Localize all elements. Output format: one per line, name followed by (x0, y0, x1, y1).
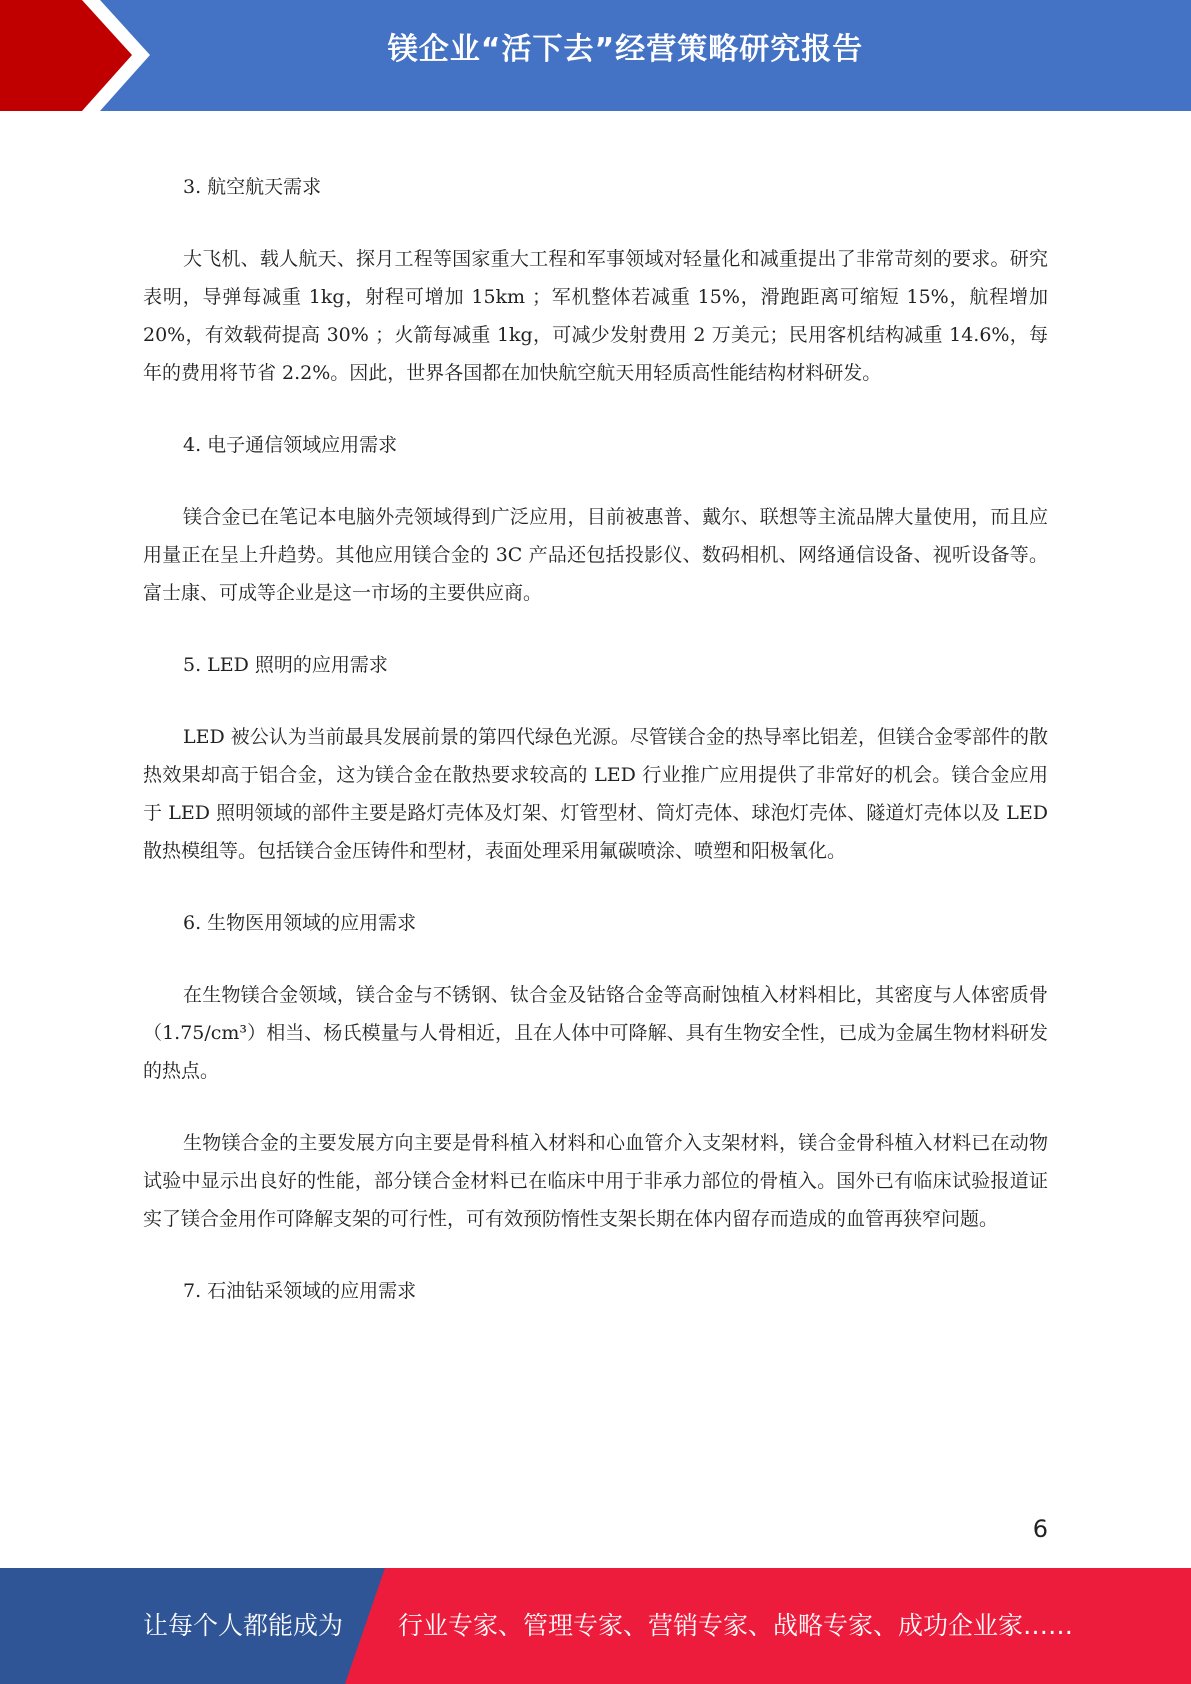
page-footer (0, 1568, 1191, 1684)
document-body (143, 168, 1048, 1344)
section-heading-led: 5. LED 照明的应用需求 (183, 654, 388, 676)
page-number: 6 (1032, 1515, 1048, 1543)
paragraph-electronics: 镁合金已在笔记本电脑外壳领域得到广泛应用，目前被惠普、戴尔、联想等主流品牌大量使用，而且应用量正在呈上升趋势。其他应用镁合金的 3C 产品还包括投影仪、数码相机、网络通信设备、视听设备等。富士康、可成等企业是这一市场的主要供应商。 (143, 506, 1048, 604)
report-title: 镁企业“活下去”经营策略研究报告 (387, 32, 864, 67)
section-heading-electronics: 4. 电子通信领域应用需求 (183, 434, 398, 456)
paragraph-led: LED 被公认为当前最具发展前景的第四代绿色光源。尽管镁合金的热导率比铝差，但镁合金零部件的散热效果却高于铝合金，这为镁合金在散热要求较高的 LED 行业推广应用提供了非常好的机会。镁合金应用于 LED 照明领域的部件主要是路灯壳体及灯架、灯管型材、筒灯壳体、球泡灯壳体、隧道灯壳体以及 LED 散热模组等。包括镁合金压铸件和型材，表面处理采用氟碳喷涂、喷塑和阳极氧化。 (143, 726, 1048, 862)
section-heading-oil-drilling: 7. 石油钻采领域的应用需求 (183, 1280, 417, 1302)
footer-slogan-left: 让每个人都能成为 (143, 1611, 344, 1640)
section-heading-biomedical: 6. 生物医用领域的应用需求 (183, 912, 417, 934)
paragraph-biomedical-2: 生物镁合金的主要发展方向主要是骨科植入材料和心血管介入支架材料，镁合金骨科植入材料已在动物试验中显示出良好的性能，部分镁合金材料已在临床中用于非承力部位的骨植入。国外已有临床试验报道证实了镁合金用作可降解支架的可行性，可有效预防惰性支架长期在体内留存而造成的血管再狭窄问题。 (143, 1132, 1048, 1230)
page-header (0, 0, 1191, 111)
footer-slogan-right: 行业专家、管理专家、营销专家、战略专家、成功企业家…… (398, 1611, 1074, 1640)
paragraph-biomedical-1: 在生物镁合金领域，镁合金与不锈钢、钛合金及钴铬合金等高耐蚀植入材料相比，其密度与人体密质骨（1.75/cm³）相当、杨氏模量与人骨相近，且在人体中可降解、具有生物安全性，已成为金属生物材料研发的热点。 (143, 984, 1048, 1082)
section-heading-aerospace: 3. 航空航天需求 (183, 176, 322, 198)
paragraph-aerospace: 大飞机、载人航天、探月工程等国家重大工程和军事领域对轻量化和减重提出了非常苛刻的要求。研究表明，导弹每减重 1kg，射程可增加 15km ；军机整体若减重 15%，滑跑距离可缩短 15%，航程增加 20%，有效载荷提高 30% ；火箭每减重 1kg，可减少发射费用 2 万美元；民用客机结构减重 14.6%，每年的费用将节省 2.2%。因此，世界各国都在加快航空航天用轻质高性能结构材料研发。 (143, 248, 1048, 384)
